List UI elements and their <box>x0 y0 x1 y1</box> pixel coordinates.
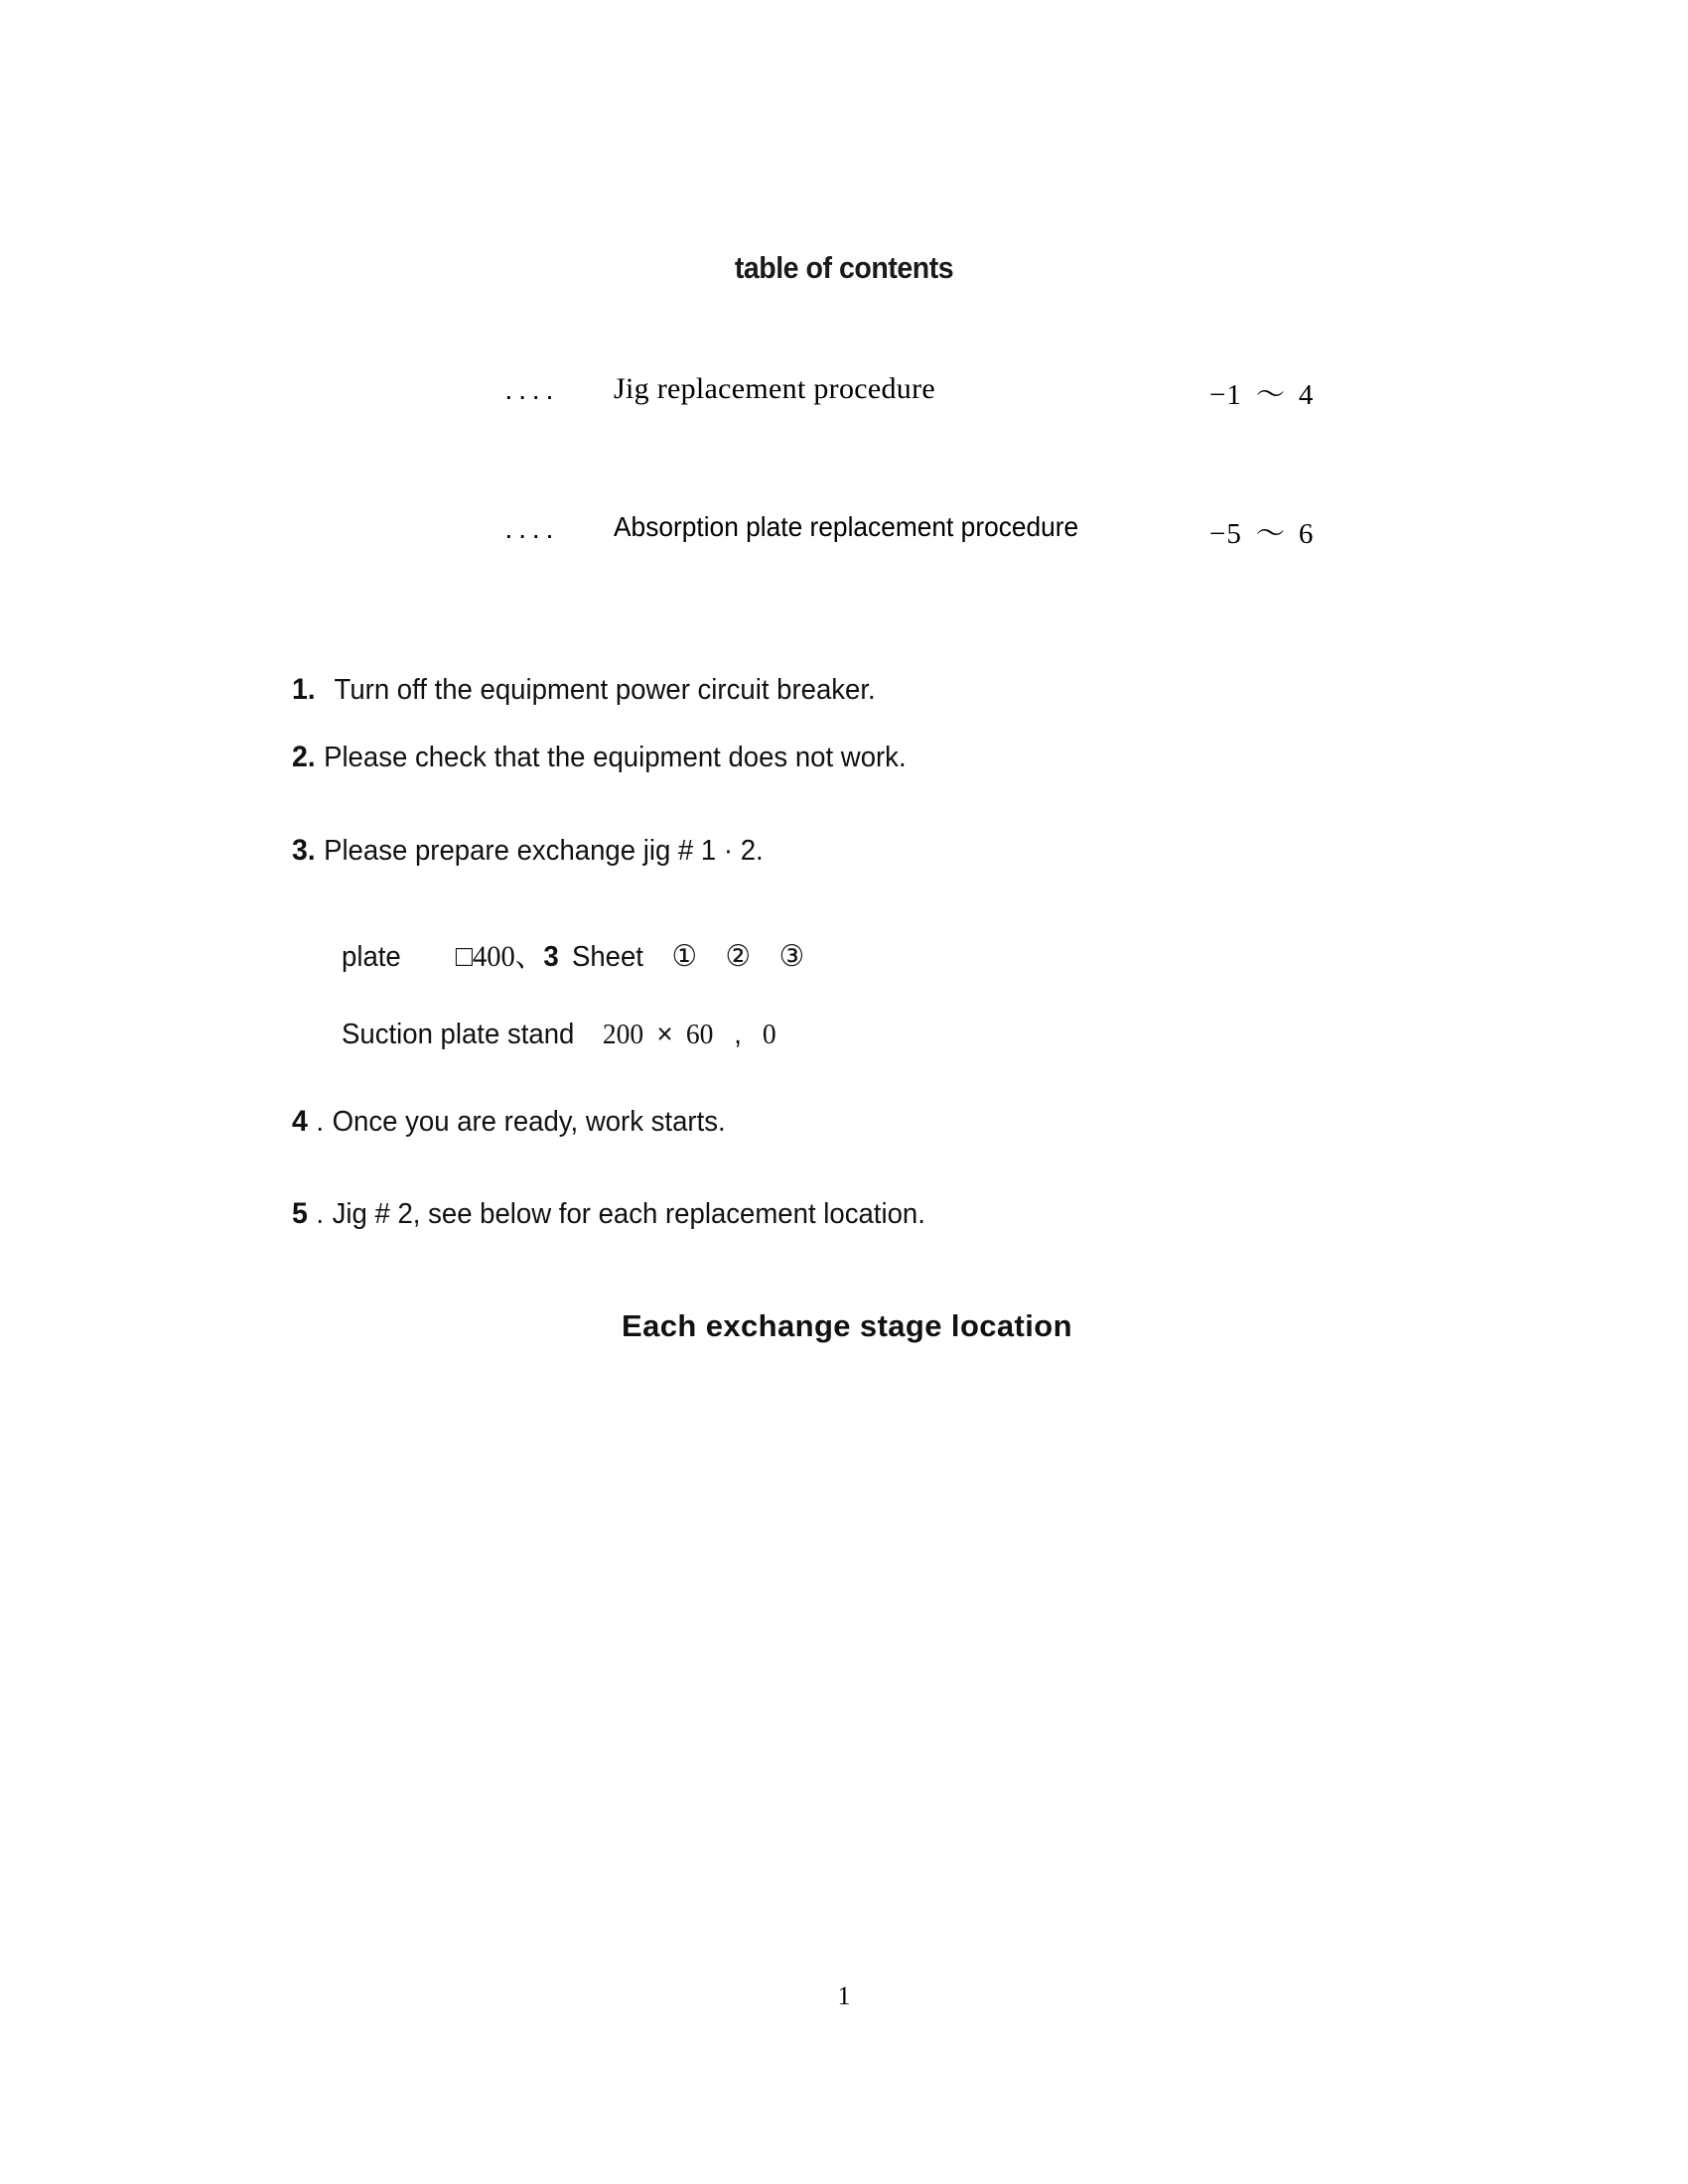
toc-leader-dots: ․․․․ <box>504 376 559 405</box>
toc-entry-page-range <box>1209 511 1313 552</box>
plate-specification-line <box>342 931 804 975</box>
toc-leader-dots: ․․․․ <box>504 515 559 544</box>
step-text: Please prepare exchange jig # 1 · 2. <box>324 835 764 867</box>
stand-comma: , <box>734 1019 742 1050</box>
toc-entry-jig-replacement[interactable] <box>0 372 1688 418</box>
step-separator: . <box>307 742 316 773</box>
procedure-step-1 <box>292 673 876 707</box>
toc-entry-label: Jig replacement procedure <box>614 372 936 405</box>
plate-marker-3: ③ <box>778 939 805 974</box>
plate-spec: □400、 <box>455 940 544 973</box>
step-number: 2 <box>292 741 308 773</box>
section-heading-exchange-stage-location: Each exchange stage location <box>622 1308 1072 1343</box>
step-separator: . <box>307 835 316 867</box>
procedure-step-3 <box>292 834 764 868</box>
multiply-icon: × <box>656 1019 673 1050</box>
plate-label: plate <box>342 941 401 973</box>
step-text: Turn off the equipment power circuit breaker. <box>334 674 876 706</box>
step-number: 5 <box>292 1197 308 1230</box>
toc-entry-page-range <box>1209 372 1313 413</box>
step-separator: . <box>316 1106 325 1138</box>
step-text: Please check that the equipment does not work. <box>324 742 907 773</box>
suction-plate-stand-line <box>342 1019 776 1051</box>
toc-title: table of contents <box>734 250 954 285</box>
plate-marker-2: ② <box>725 939 752 974</box>
toc-entry-label: Absorption plate replacement procedure <box>614 511 1079 542</box>
plate-unit: Sheet <box>571 941 643 973</box>
step-text: Jig # 2, see below for each replacement location. <box>332 1198 925 1230</box>
stand-width: 200 <box>602 1019 644 1050</box>
stand-depth: 0 <box>762 1019 776 1050</box>
toc-range-symbol: ～ <box>1255 518 1285 550</box>
toc-page-from: −1 <box>1209 379 1242 411</box>
procedure-step-2 <box>292 741 907 774</box>
stand-height: 60 <box>685 1019 714 1050</box>
toc-page-to: 6 <box>1298 518 1314 550</box>
step-separator: . <box>316 1198 325 1230</box>
toc-page-to: 4 <box>1298 379 1314 411</box>
step-number: 1 <box>292 673 308 706</box>
toc-page-from: −5 <box>1209 518 1242 550</box>
toc-range-symbol: ～ <box>1255 379 1285 411</box>
toc-entry-absorption-plate[interactable] <box>0 511 1688 557</box>
procedure-step-5 <box>292 1197 925 1231</box>
step-number: 3 <box>292 834 308 867</box>
step-text: Once you are ready, work starts. <box>332 1106 726 1138</box>
footer-page-number: 1 <box>837 1981 851 2010</box>
plate-marker-1: ① <box>671 939 698 974</box>
step-number: 4 <box>292 1105 308 1138</box>
procedure-step-4 <box>292 1105 726 1139</box>
step-separator: . <box>307 674 316 706</box>
stand-label: Suction plate stand <box>342 1019 575 1050</box>
plate-quantity: 3 <box>543 941 559 973</box>
